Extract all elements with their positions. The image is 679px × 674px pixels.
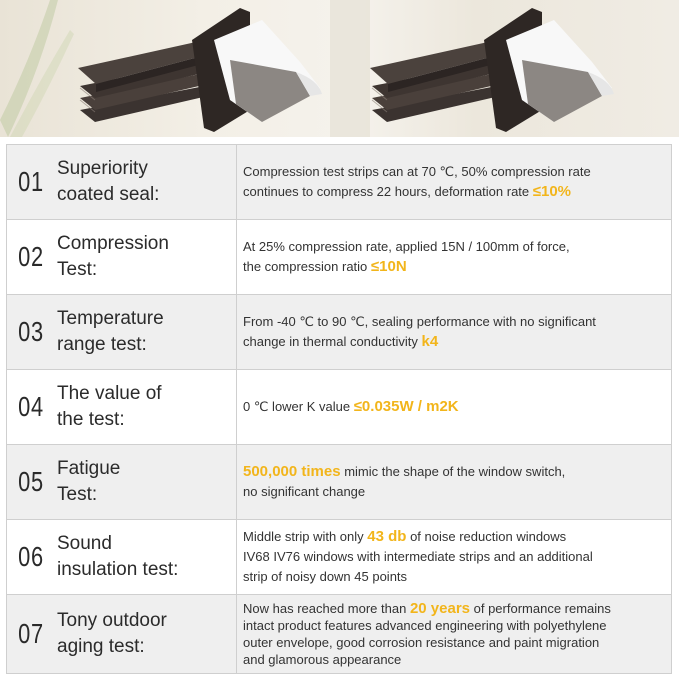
- description-text: of performance remains: [470, 601, 611, 616]
- foam-strip-stack-left: [78, 8, 322, 132]
- row-number: 04: [18, 391, 44, 422]
- row-title-line: Tony outdoor: [57, 610, 167, 631]
- row-title: [55, 306, 164, 358]
- table-row: [6, 295, 672, 370]
- highlight-value: ≤10%: [532, 183, 572, 200]
- highlight-value: 500,000 times: [243, 463, 341, 480]
- row-heading: [7, 145, 237, 219]
- row-title-line: coated seal:: [57, 184, 160, 205]
- description-line: [243, 462, 663, 482]
- row-title-line: insulation test:: [57, 559, 179, 580]
- row-title-line: Temperature: [57, 308, 164, 329]
- description-line: strip of noisy down 45 points: [243, 569, 408, 584]
- row-description: [237, 220, 671, 294]
- row-title: [55, 608, 167, 660]
- description-line: intact product features advanced engineering with polyethylene: [243, 618, 607, 633]
- row-title-line: Test:: [57, 259, 98, 280]
- row-title-line: range test:: [57, 334, 147, 355]
- foam-strip-stack-right: [370, 8, 614, 132]
- description-line: [243, 332, 663, 352]
- table-row: [6, 520, 672, 595]
- description-text: Middle strip with only: [243, 529, 368, 544]
- highlight-value: 20 years: [409, 600, 470, 617]
- description-line: IV68 IV76 windows with intermediate strips and an additional: [243, 549, 593, 564]
- table-row: [6, 220, 672, 295]
- description-text: of noise reduction windows: [406, 529, 567, 544]
- highlight-value: ≤10N: [370, 258, 407, 275]
- product-photo: [0, 0, 679, 137]
- description-line: At 25% compression rate, applied 15N / 100mm of force,: [243, 239, 570, 254]
- description-line: [243, 182, 663, 202]
- row-heading: [7, 220, 237, 294]
- row-title: [55, 381, 162, 433]
- row-description: [237, 445, 671, 519]
- row-title: [55, 156, 159, 208]
- table-row: [6, 370, 672, 445]
- row-description: [237, 295, 671, 369]
- description-text: the compression ratio: [243, 259, 371, 274]
- row-number: 01: [18, 166, 44, 197]
- description-text: continues to compress 22 hours, deformation rate: [243, 184, 533, 199]
- row-title: [55, 456, 120, 508]
- description-line: Compression test strips can at 70 ℃, 50% compression rate: [243, 164, 591, 179]
- row-title: [55, 531, 178, 583]
- row-description: [237, 145, 671, 219]
- row-description: [237, 520, 671, 594]
- row-title-line: Sound: [57, 533, 112, 554]
- row-number: 06: [18, 541, 44, 572]
- description-line: no significant change: [243, 484, 366, 499]
- product-banner: [0, 0, 679, 137]
- row-heading: [7, 295, 237, 369]
- description-line: From -40 ℃ to 90 ℃, sealing performance with no significant: [243, 314, 596, 329]
- row-heading: [7, 445, 237, 519]
- description-text: Now has reached more than: [243, 601, 410, 616]
- table-row: [6, 145, 672, 220]
- row-title-line: the test:: [57, 409, 125, 430]
- description-text: mimic the shape of the window switch,: [340, 464, 566, 479]
- description-line: [243, 397, 663, 417]
- row-number: 03: [18, 316, 44, 347]
- row-title-line: aging test:: [57, 636, 145, 657]
- row-title-line: Fatigue: [57, 458, 121, 479]
- description-text: 0 ℃ lower K value: [243, 399, 354, 414]
- row-title-line: Compression: [57, 233, 169, 254]
- row-heading: [7, 370, 237, 444]
- highlight-value: k4: [421, 333, 439, 350]
- description-text: change in thermal conductivity: [243, 334, 422, 349]
- highlight-value: 43 db: [367, 528, 407, 545]
- table-row: [6, 445, 672, 520]
- table-row: [6, 595, 672, 674]
- row-description: [237, 595, 671, 673]
- row-number: 02: [18, 241, 44, 272]
- row-title-line: The value of: [57, 383, 162, 404]
- description-line: [243, 527, 663, 547]
- description-line: and glamorous appearance: [243, 652, 402, 667]
- row-title-line: Test:: [57, 484, 98, 505]
- description-line: [243, 600, 663, 617]
- description-line: [243, 257, 663, 277]
- row-number: 05: [18, 466, 44, 497]
- row-description: [237, 370, 671, 444]
- row-heading: [7, 595, 237, 673]
- description-line: outer envelope, good corrosion resistance and paint migration: [243, 635, 600, 650]
- test-results-table: [6, 144, 672, 674]
- row-heading: [7, 520, 237, 594]
- row-title: [55, 231, 169, 283]
- row-number: 07: [18, 618, 44, 649]
- row-title-line: Superiority: [57, 158, 148, 179]
- highlight-value: ≤0.035W / m2K: [353, 398, 459, 415]
